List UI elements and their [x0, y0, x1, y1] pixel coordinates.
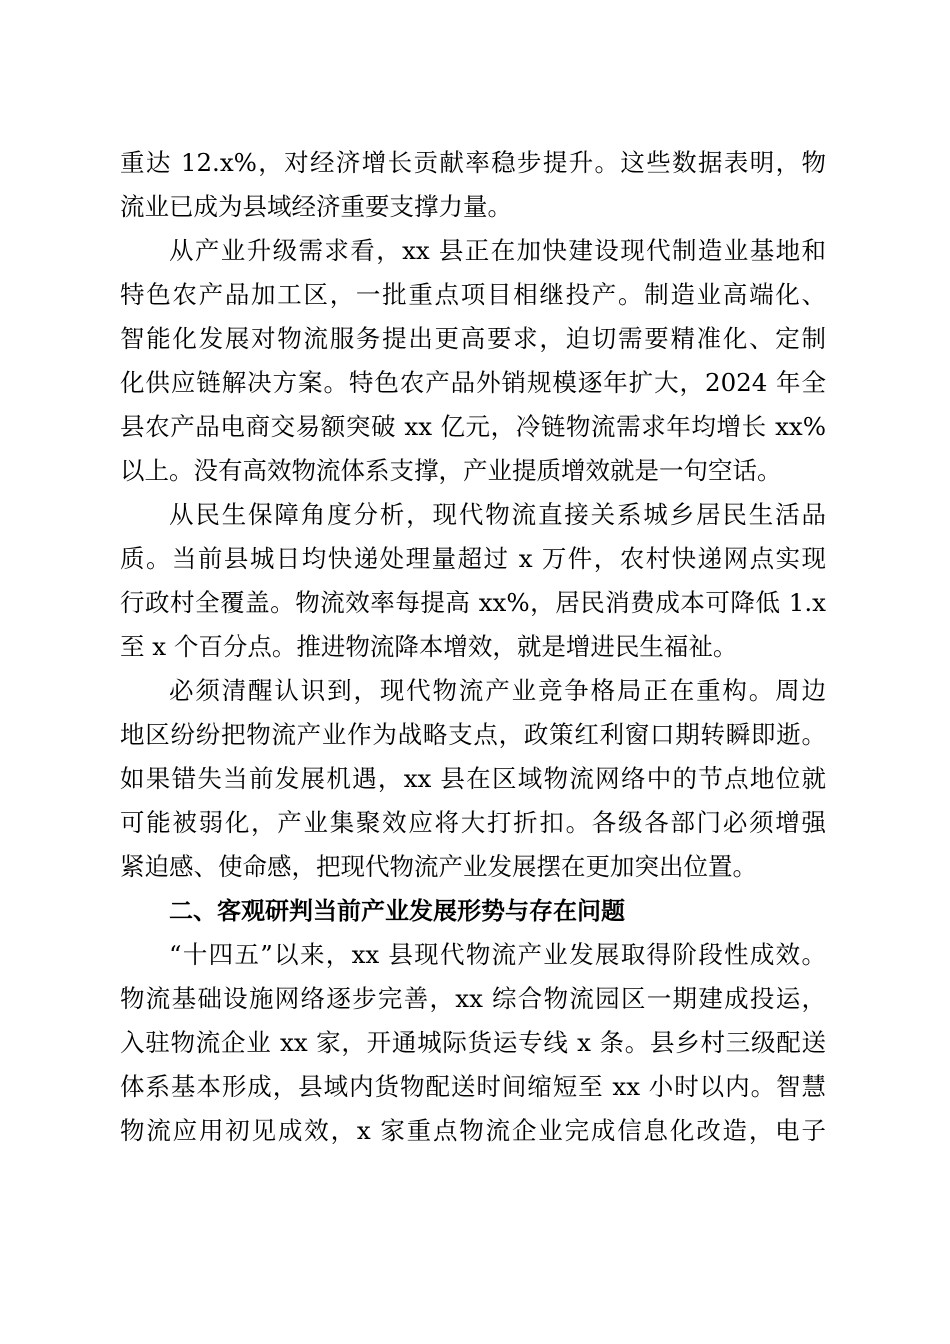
text-line: 物流应用初见成效，x 家重点物流企业完成信息化改造，电子: [120, 1116, 826, 1145]
text-line: 如果错失当前发展机遇，xx 县在区域物流网络中的节点地位就: [120, 764, 826, 793]
text-line: 特色农产品加工区，一批重点项目相继投产。制造业高端化、: [120, 280, 826, 309]
text-line: 可能被弱化，产业集聚效应将大打折扣。各级各部门必须增强: [120, 808, 826, 837]
text-line: 化供应链解决方案。特色农产品外销规模逐年扩大，2024 年全: [120, 368, 826, 397]
text-line: 质。当前县城日均快递处理量超过 x 万件，农村快递网点实现: [120, 544, 826, 573]
text-line: 地区纷纷把物流产业作为战略支点，政策红利窗口期转瞬即逝。: [120, 720, 826, 749]
paragraph-start: 必须清醒认识到，现代物流产业竞争格局正在重构。周边: [169, 676, 826, 705]
text-line: 体系基本形成，县域内货物配送时间缩短至 xx 小时以内。智慧: [120, 1072, 826, 1101]
paragraph-start: 从产业升级需求看，xx 县正在加快建设现代制造业基地和: [169, 236, 826, 265]
text-line: 以上。没有高效物流体系支撑，产业提质增效就是一句空话。: [120, 456, 782, 485]
paragraph-start: “十四五”以来，xx 县现代物流产业发展取得阶段性成效。: [169, 940, 826, 969]
text-line: 紧迫感、使命感，把现代物流产业发展摆在更加突出位置。: [120, 852, 757, 881]
text-line: 智能化发展对物流服务提出更高要求，迫切需要精准化、定制: [120, 324, 826, 353]
text-line: 物流基础设施网络逐步完善，xx 综合物流园区一期建成投运，: [120, 984, 826, 1013]
text-line: 重达 12.x%，对经济增长贡献率稳步提升。这些数据表明，物: [120, 148, 826, 177]
text-line: 至 x 个百分点。推进物流降本增效，就是增进民生福祉。: [120, 632, 738, 661]
text-line: 县农产品电商交易额突破 xx 亿元，冷链物流需求年均增长 xx%: [120, 412, 826, 441]
text-line: 流业已成为县域经济重要支撑力量。: [120, 192, 512, 221]
section-heading: 二、客观研判当前产业发展形势与存在问题: [169, 897, 625, 925]
text-line: 入驻物流企业 xx 家，开通城际货运专线 x 条。县乡村三级配送: [120, 1028, 826, 1057]
paragraph-start: 从民生保障角度分析，现代物流直接关系城乡居民生活品: [169, 500, 826, 529]
text-line: 行政村全覆盖。物流效率每提高 xx%，居民消费成本可降低 1.x: [120, 588, 826, 617]
